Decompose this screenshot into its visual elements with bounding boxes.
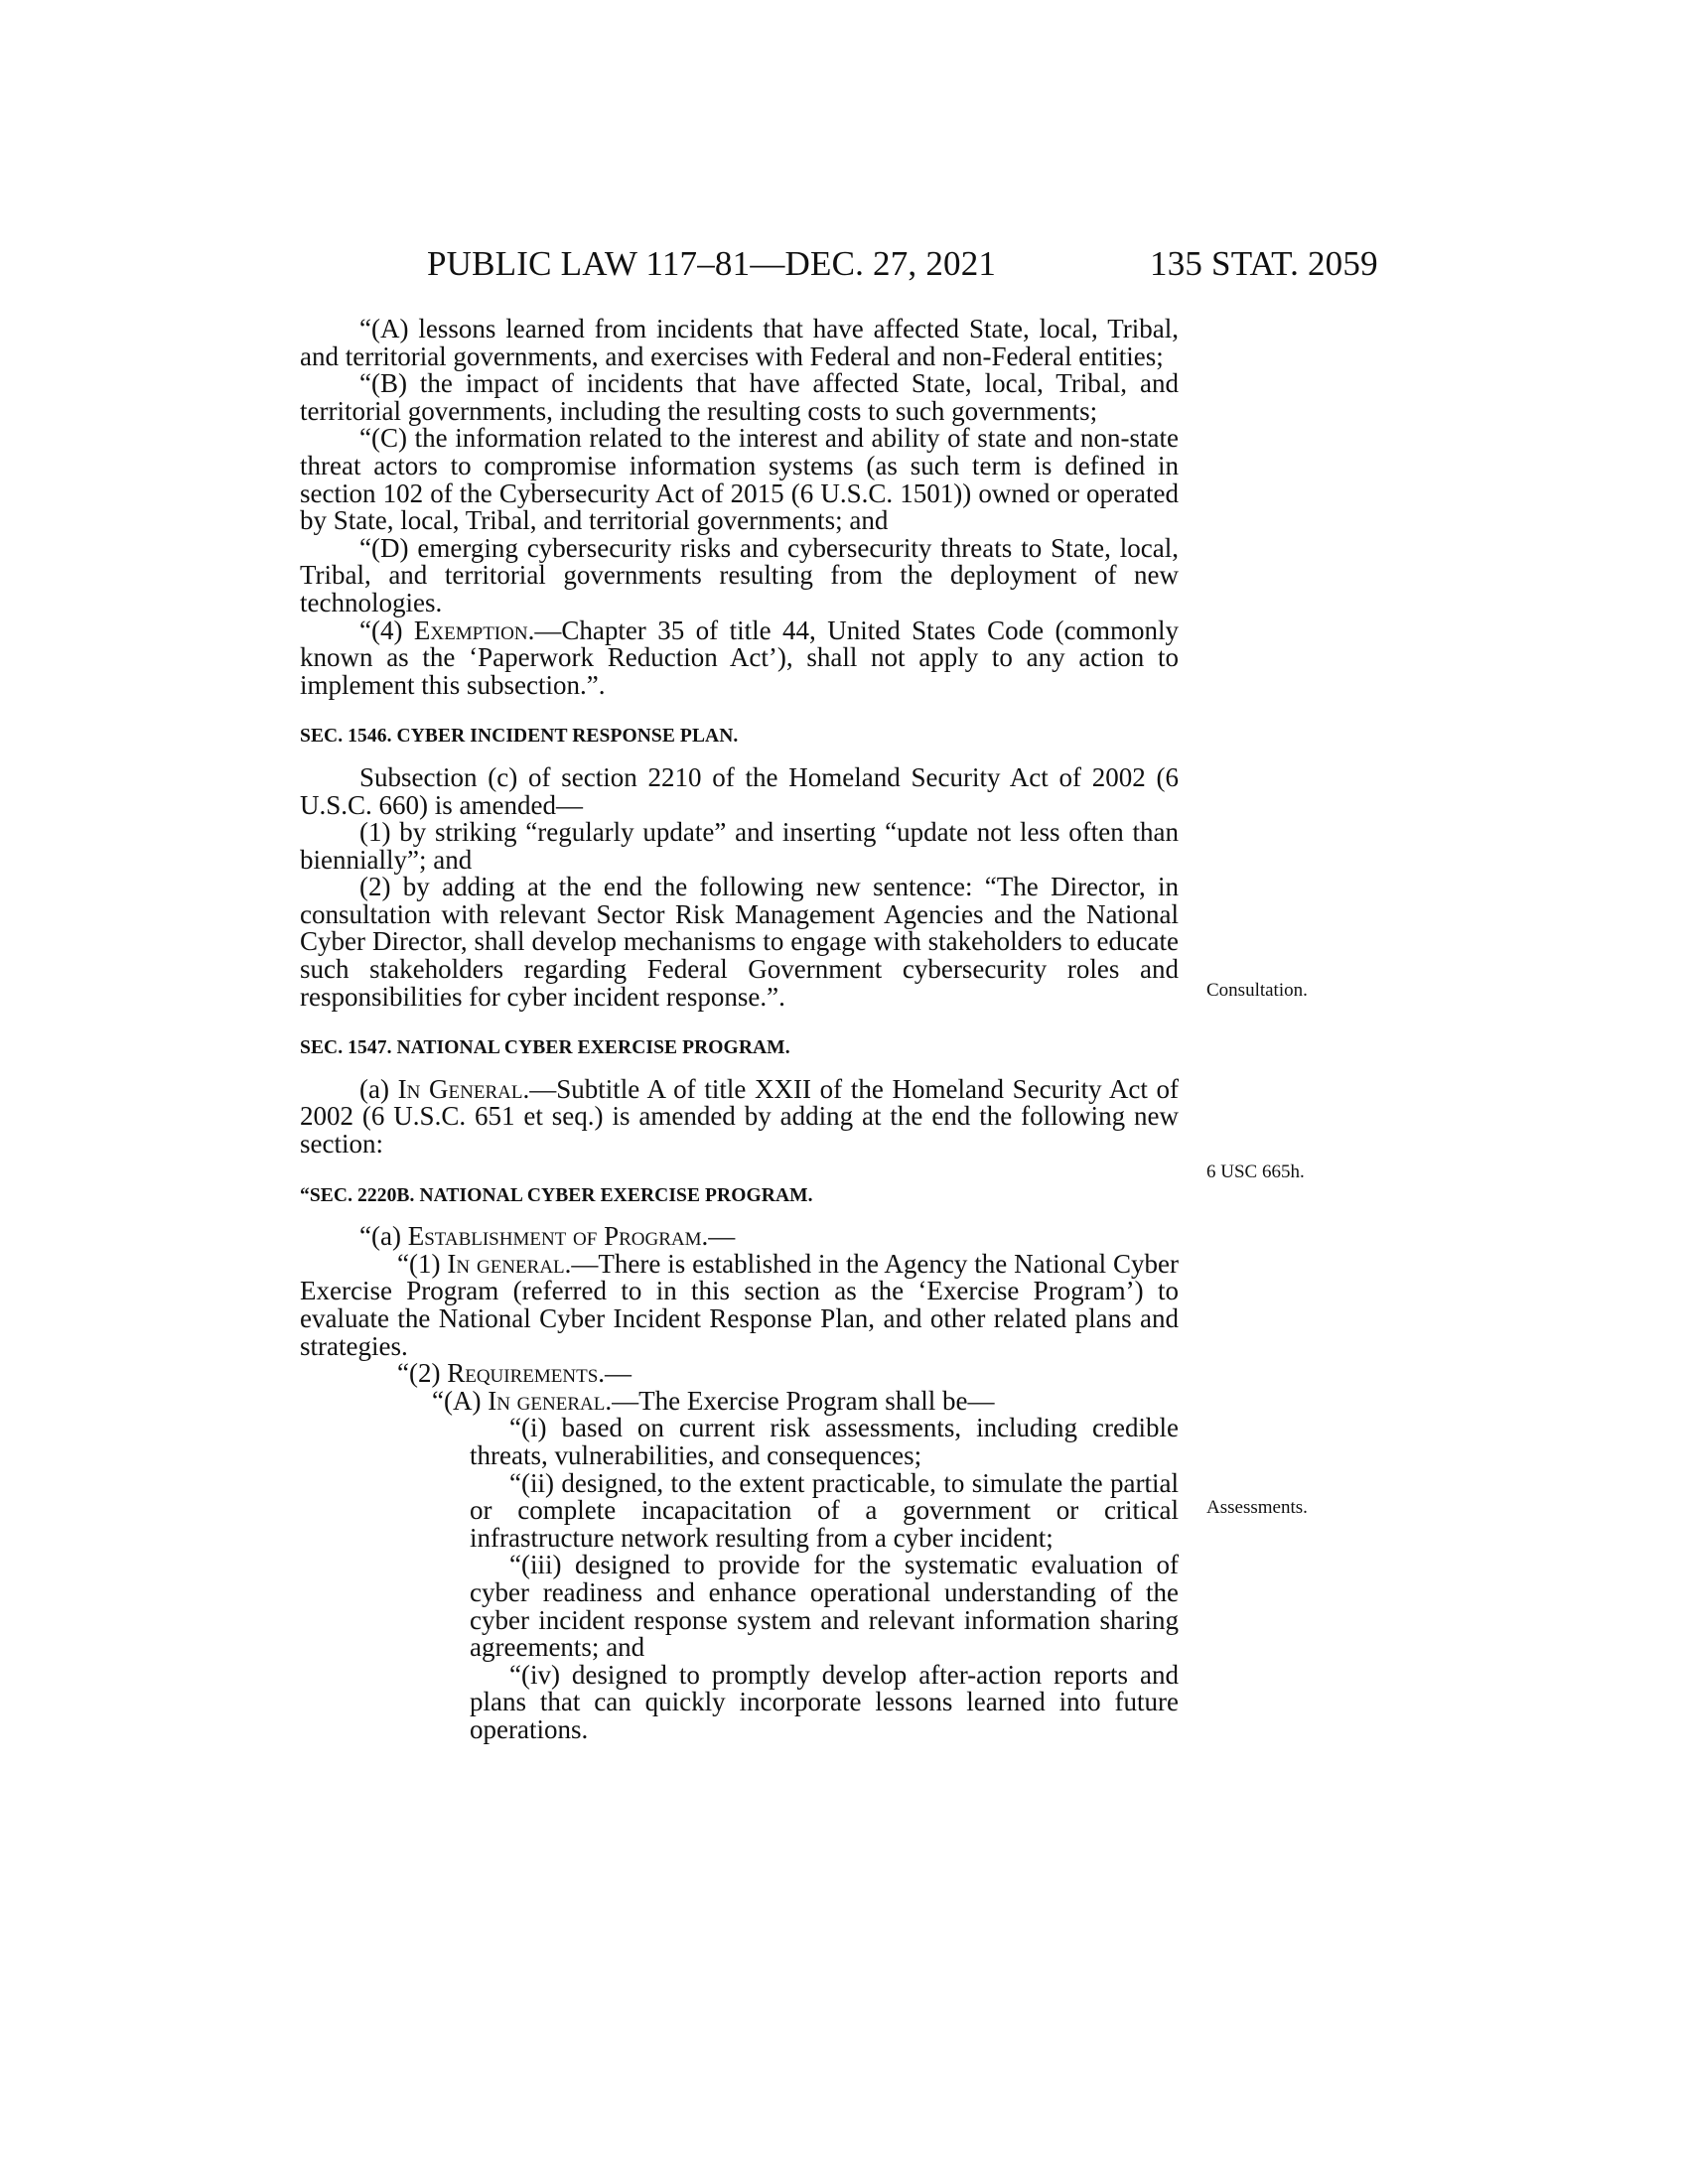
section-1547-a-lead: (a) — [359, 1073, 398, 1104]
running-header-law: PUBLIC LAW 117–81—DEC. 27, 2021 — [427, 244, 997, 283]
paragraph-4-lead: “(4) — [359, 614, 414, 645]
section-1546-item-2: (2) by adding at the end the following new sentence: “The Director, in consultation with relevant Sector Risk Management Agencies and the National Cyber Director, shall develop mechanisms to engage with stakeholders to educate such stakeholders regarding Federal Government cybersecurity roles and responsibilities for cyber incident response.”. — [300, 872, 1179, 1012]
section-1546-intro: Subsection (c) of section 2210 of the Homeland Security Act of 2002 (6 U.S.C. 660) is amended— — [300, 761, 1179, 820]
section-1546-item-1: (1) by striking “regularly update” and inserting “update not less often than biennially”; and — [300, 817, 1179, 875]
establishment-heading — [300, 1223, 1179, 1251]
section-1546-heading: SEC. 1546. CYBER INCIDENT RESPONSE PLAN. — [300, 726, 739, 748]
paragraph-4-heading: Exemption — [413, 614, 528, 645]
establishment-tail: .— — [701, 1221, 736, 1252]
section-2220b-heading: “SEC. 2220B. NATIONAL CYBER EXERCISE PROGRAM. — [300, 1184, 813, 1206]
margin-note-usc: 6 USC 665h. — [1206, 1161, 1305, 1182]
requirements-a — [300, 1385, 1179, 1416]
requirements-tail: .— — [598, 1358, 633, 1389]
requirements-ii: “(ii) designed, to the extent practicable, to simulate the partial or complete incapacitation of a government or critical infrastructure network resulting from a cyber incident; — [470, 1467, 1179, 1553]
establishment-lead: “(a) — [359, 1221, 408, 1252]
paragraph-4-text: .—Chapter 35 of title 44, United States Code (commonly known as the ‘Paperwork Reduction Act’), shall not apply to any action to implement this subsection.”. — [300, 614, 1180, 700]
paragraph-d: “(D) emerging cybersecurity risks and cybersecurity threats to State, local, Tribal, and territorial governments resulting from the deployment of new technologies. — [300, 532, 1179, 617]
section-1547-a-heading: In General — [397, 1073, 523, 1104]
paragraph-4-exemption — [300, 614, 1180, 700]
requirements-a-heading: In general — [488, 1385, 606, 1416]
margin-note-assessments: Assessments. — [1206, 1497, 1308, 1518]
establishment-title: Establishment of Program — [407, 1221, 702, 1252]
paragraph-b: “(B) the impact of incidents that have affected State, local, Tribal, and territorial governments, including the resulting costs to such governments; — [300, 368, 1179, 426]
document-body — [300, 316, 1179, 1744]
section-1547-a — [300, 1073, 1179, 1160]
section-1547-a-text: .—Subtitle A of title XXII of the Homeland Security Act of 2002 (6 U.S.C. 651 et seq.) is amended by adding at the end the following new section: — [300, 1073, 1179, 1160]
requirements-iv: “(iv) designed to promptly develop after-action reports and plans that can quickly incorporate lessons learned into future operations. — [470, 1659, 1179, 1744]
establishment-1-lead: “(1) — [397, 1248, 448, 1279]
establishment-1 — [300, 1248, 1179, 1361]
requirements-title: Requirements — [447, 1358, 599, 1389]
establishment-1-text: .—There is established in the Agency the National Cyber Exercise Program (referred to in this section as the ‘Exercise Program’) to evaluate the National Cyber Incident Response Plan, and other related plans and strategies. — [300, 1248, 1179, 1361]
paragraph-a: “(A) lessons learned from incidents that have affected State, local, Tribal, and territorial governments, and exercises with Federal and non-Federal entities; — [300, 314, 1179, 371]
requirements-iii: “(iii) designed to provide for the systematic evaluation of cyber readiness and enhance operational understanding of the cyber incident response system and relevant information sharing agreements; and — [470, 1550, 1179, 1663]
requirements-heading — [300, 1360, 1179, 1388]
requirements-i: “(i) based on current risk assessments, including credible threats, vulnerabilities, and consequences; — [470, 1413, 1179, 1470]
requirements-a-lead: “(A) — [432, 1385, 489, 1416]
requirements-lead: “(2) — [397, 1358, 448, 1389]
running-header-page-number: 135 STAT. 2059 — [1150, 244, 1378, 283]
section-1547-heading: SEC. 1547. NATIONAL CYBER EXERCISE PROGRAM. — [300, 1037, 790, 1059]
margin-note-consultation: Consultation. — [1206, 980, 1308, 1001]
paragraph-c: “(C) the information related to the interest and ability of state and non-state threat actors to compromise information systems (as such term is defined in section 102 of the Cybersecurity Act of 2015 (6 U.S.C. 1501)) owned or operated by State, local, Tribal, and territorial governments; and — [300, 423, 1179, 536]
requirements-a-text: .—The Exercise Program shall be— — [605, 1385, 995, 1416]
establishment-1-heading: In general — [447, 1248, 565, 1279]
